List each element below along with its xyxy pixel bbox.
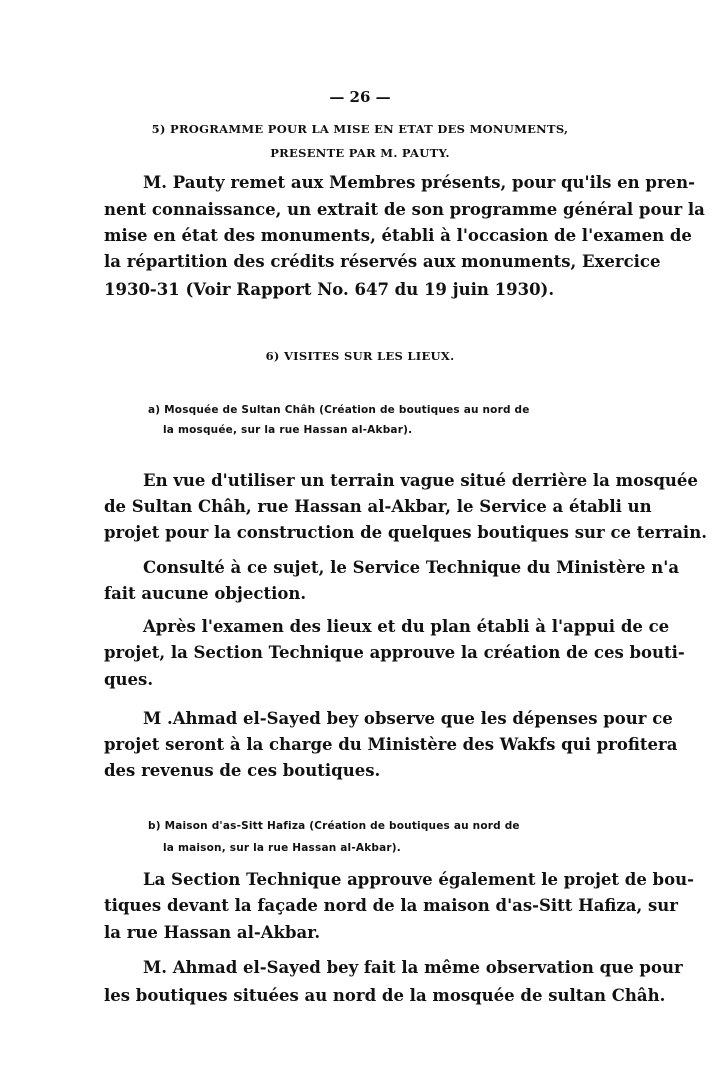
text-line: projet, la Section Technique approuve la création de ces bouti-	[104, 643, 685, 662]
text-line: 1930-31 (Voir Rapport No. 647 du 19 juin 1930).	[104, 280, 555, 299]
subsection-a-heading: la mosquée, sur la rue Hassan al-Akbar).	[163, 424, 413, 436]
text-line: tiques devant la façade nord de la maison d'as-Sitt Hafiza, sur	[104, 896, 678, 915]
text-line: mise en état des monuments, établi à l'occasion de l'examen de	[104, 226, 692, 245]
text-line: projet pour la construction de quelques boutiques sur ce terrain.	[104, 523, 707, 542]
text-line: Après l'examen des lieux et du plan établi à l'appui de ce	[143, 617, 670, 636]
section-5-heading: PRESENTE PAR M. PAUTY.	[270, 146, 450, 160]
text-line: fait aucune objection.	[104, 584, 307, 603]
section-6-heading: 6) VISITES SUR LES LIEUX.	[265, 349, 455, 363]
text-line: M .Ahmad el-Sayed bey observe que les dépenses pour ce	[143, 709, 673, 728]
text-line: la répartition des crédits réservés aux monuments, Exercice	[104, 252, 661, 271]
text-line: ques.	[104, 670, 154, 689]
text-line: projet seront à la charge du Ministère des Wakfs qui profitera	[104, 735, 678, 754]
section-5-heading: 5) PROGRAMME POUR LA MISE EN ETAT DES MONUMENTS,	[151, 122, 569, 136]
text-line: M. Ahmad el-Sayed bey fait la même observation que pour	[143, 958, 683, 977]
subsection-b-heading: b) Maison d'as-Sitt Hafiza (Création de boutiques au nord de	[148, 820, 520, 832]
text-line: La Section Technique approuve également le projet de bou-	[143, 870, 694, 889]
subsection-b-heading: la maison, sur la rue Hassan al-Akbar).	[163, 842, 401, 854]
text-line: des revenus de ces boutiques.	[104, 761, 381, 780]
text-line: En vue d'utiliser un terrain vague situé derrière la mosquée	[143, 471, 698, 490]
text-line: M. Pauty remet aux Membres présents, pour qu'ils en pren-	[143, 173, 695, 192]
page-number: — 26 —	[329, 88, 391, 106]
subsection-a-heading: a) Mosquée de Sultan Châh (Création de boutiques au nord de	[148, 404, 530, 416]
text-line: Consulté à ce sujet, le Service Technique du Ministère n'a	[143, 558, 680, 577]
text-line: les boutiques situées au nord de la mosquée de sultan Châh.	[104, 986, 666, 1005]
text-line: de Sultan Châh, rue Hassan al-Akbar, le Service a établi un	[104, 497, 652, 516]
text-line: nent connaissance, un extrait de son programme général pour la	[104, 200, 705, 219]
text-line: la rue Hassan al-Akbar.	[104, 923, 321, 942]
